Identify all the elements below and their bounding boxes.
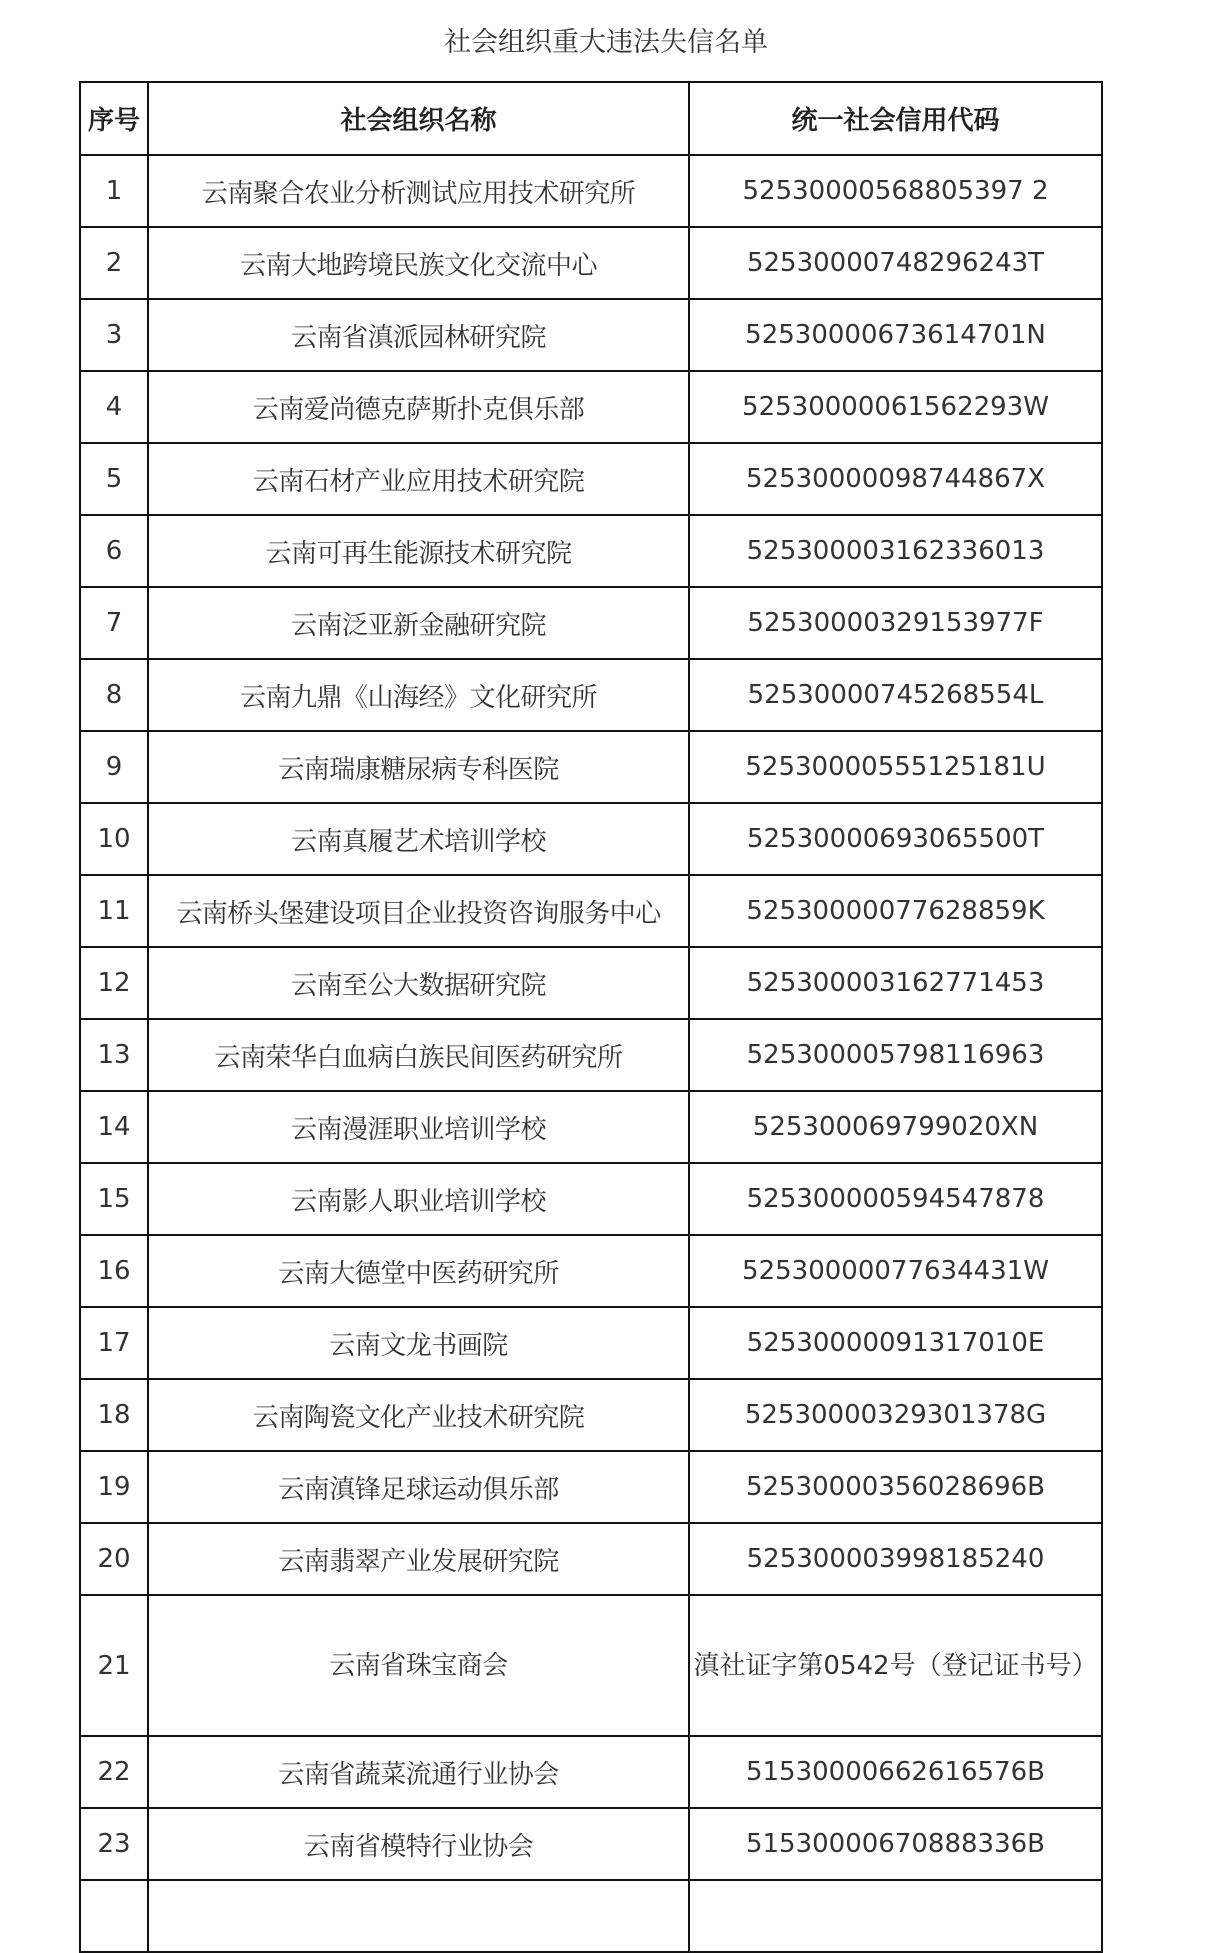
credit-code: 52530000673614701N (689, 299, 1102, 371)
credit-code: 52530000748296243T (689, 227, 1102, 299)
organization-name: 云南省珠宝商会 (148, 1595, 689, 1736)
table-row (80, 515, 1102, 587)
table-row (80, 1736, 1102, 1808)
credit-code: 51530000670888336B (689, 1808, 1102, 1880)
table-row (80, 1808, 1102, 1880)
row-number: 21 (80, 1595, 148, 1736)
page-title: 社会组织重大违法失信名单 (444, 27, 768, 58)
organization-name: 云南石材产业应用技术研究院 (148, 443, 689, 515)
credit-code: 52530000061562293W (689, 371, 1102, 443)
credit-code: 525300003162336013 (689, 515, 1102, 587)
table-row (80, 947, 1102, 1019)
credit-code: 52530000329153977F (689, 587, 1102, 659)
row-number: 18 (80, 1379, 148, 1451)
organization-name: 云南九鼎《山海经》文化研究所 (148, 659, 689, 731)
organization-name: 云南漫涯职业培训学校 (148, 1091, 689, 1163)
row-number: 19 (80, 1451, 148, 1523)
organization-name: 云南省滇派园林研究院 (148, 299, 689, 371)
empty-cell (80, 1880, 148, 1952)
row-number: 12 (80, 947, 148, 1019)
row-number: 4 (80, 371, 148, 443)
table-row (80, 803, 1102, 875)
organization-name: 云南大地跨境民族文化交流中心 (148, 227, 689, 299)
credit-code: 52530000329301378G (689, 1379, 1102, 1451)
row-number: 11 (80, 875, 148, 947)
organization-name: 云南滇锋足球运动俱乐部 (148, 1451, 689, 1523)
credit-code: 52530000091317010E (689, 1307, 1102, 1379)
row-number: 23 (80, 1808, 148, 1880)
credit-code: 52530000568805397 2 (689, 155, 1102, 227)
organization-name: 云南聚合农业分析测试应用技术研究所 (148, 155, 689, 227)
row-number: 3 (80, 299, 148, 371)
organization-name: 云南省蔬菜流通行业协会 (148, 1736, 689, 1808)
table-row-partial (80, 1880, 1102, 1952)
row-number: 10 (80, 803, 148, 875)
row-number: 9 (80, 731, 148, 803)
row-number: 20 (80, 1523, 148, 1595)
credit-code: 51530000662616576B (689, 1736, 1102, 1808)
table-row (80, 1091, 1102, 1163)
credit-code: 滇社证字第0542号（登记证书号） (689, 1595, 1102, 1736)
credit-code: 52530000555125181U (689, 731, 1102, 803)
organization-name: 云南文龙书画院 (148, 1307, 689, 1379)
table-row (80, 227, 1102, 299)
organization-name: 云南爱尚德克萨斯扑克俱乐部 (148, 371, 689, 443)
credit-code: 525300003162771453 (689, 947, 1102, 1019)
organization-name: 云南至公大数据研究院 (148, 947, 689, 1019)
table-row (80, 1163, 1102, 1235)
organization-name: 云南荣华白血病白族民间医药研究所 (148, 1019, 689, 1091)
table-row (80, 731, 1102, 803)
credit-code: 52530000077634431W (689, 1235, 1102, 1307)
table-row (80, 1307, 1102, 1379)
credit-code: 525300005798116963 (689, 1019, 1102, 1091)
credit-code: 525300003998185240 (689, 1523, 1102, 1595)
credit-code: 52530000077628859K (689, 875, 1102, 947)
blacklist-table (79, 81, 1103, 1953)
credit-code: 52530000745268554L (689, 659, 1102, 731)
organization-name: 云南翡翠产业发展研究院 (148, 1523, 689, 1595)
table-row (80, 1595, 1102, 1736)
header-code: 统一社会信用代码 (689, 82, 1102, 155)
row-number: 8 (80, 659, 148, 731)
row-number: 13 (80, 1019, 148, 1091)
row-number: 16 (80, 1235, 148, 1307)
empty-cell (148, 1880, 689, 1952)
empty-cell (689, 1880, 1102, 1952)
credit-code: 525300000594547878 (689, 1163, 1102, 1235)
table-row (80, 371, 1102, 443)
header-name: 社会组织名称 (148, 82, 689, 155)
organization-name: 云南大德堂中医药研究所 (148, 1235, 689, 1307)
table-row (80, 443, 1102, 515)
row-number: 5 (80, 443, 148, 515)
row-number: 14 (80, 1091, 148, 1163)
organization-name: 云南影人职业培训学校 (148, 1163, 689, 1235)
row-number: 1 (80, 155, 148, 227)
credit-code: 52530000693065500T (689, 803, 1102, 875)
row-number: 2 (80, 227, 148, 299)
table-row (80, 299, 1102, 371)
header-no: 序号 (80, 82, 148, 155)
credit-code: 52530000356028696B (689, 1451, 1102, 1523)
row-number: 15 (80, 1163, 148, 1235)
table-row (80, 155, 1102, 227)
row-number: 22 (80, 1736, 148, 1808)
organization-name: 云南陶瓷文化产业技术研究院 (148, 1379, 689, 1451)
table-body (80, 155, 1102, 1952)
organization-name: 云南省模特行业协会 (148, 1808, 689, 1880)
credit-code: 525300069799020XN (689, 1091, 1102, 1163)
organization-name: 云南桥头堡建设项目企业投资咨询服务中心 (148, 875, 689, 947)
table-row (80, 875, 1102, 947)
table-row (80, 1451, 1102, 1523)
row-number: 7 (80, 587, 148, 659)
organization-name: 云南真履艺术培训学校 (148, 803, 689, 875)
table-row (80, 1235, 1102, 1307)
organization-name: 云南可再生能源技术研究院 (148, 515, 689, 587)
table-row (80, 587, 1102, 659)
table-header-row (80, 82, 1102, 155)
table-row (80, 1379, 1102, 1451)
credit-code: 52530000098744867X (689, 443, 1102, 515)
row-number: 6 (80, 515, 148, 587)
table-row (80, 1523, 1102, 1595)
table-row (80, 1019, 1102, 1091)
table-row (80, 659, 1102, 731)
organization-name: 云南瑞康糖尿病专科医院 (148, 731, 689, 803)
row-number: 17 (80, 1307, 148, 1379)
organization-name: 云南泛亚新金融研究院 (148, 587, 689, 659)
